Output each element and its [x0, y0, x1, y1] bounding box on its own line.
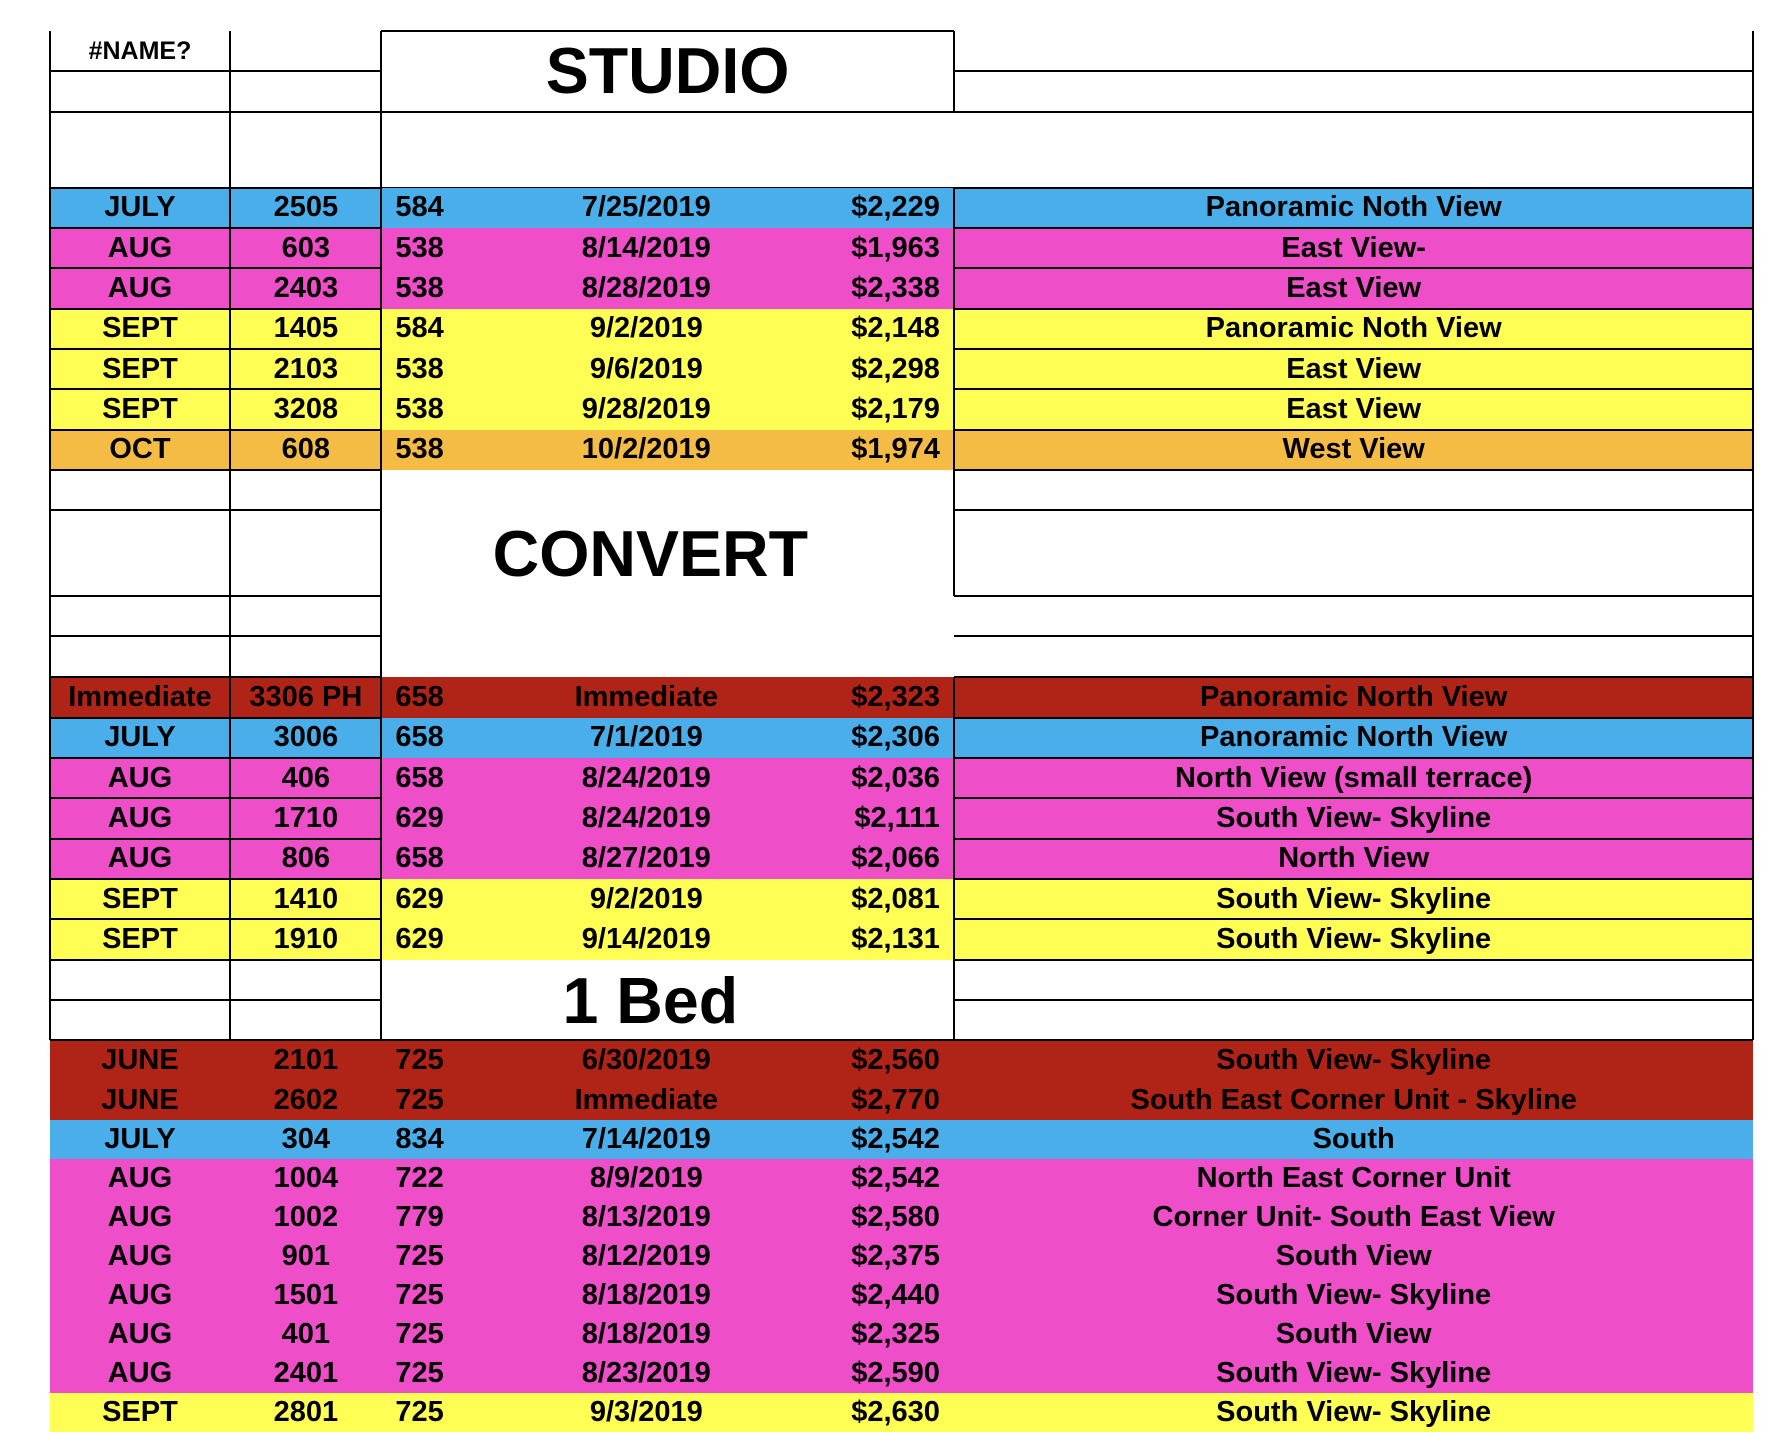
price-cell[interactable]: $2,066	[851, 842, 940, 875]
grid-line	[954, 838, 1754, 840]
month-cell[interactable]: JUNE	[101, 1083, 179, 1116]
section-title-convert: CONVERT	[492, 517, 808, 590]
unit-cell[interactable]: 608	[281, 433, 331, 466]
month-cell[interactable]: AUG	[107, 1239, 173, 1272]
date-cell[interactable]: 8/18/2019	[581, 1317, 711, 1350]
view-cell[interactable]: South East Corner Unit - Skyline	[1130, 1083, 1577, 1116]
date-cell[interactable]: 7/25/2019	[581, 191, 711, 224]
grid-line	[381, 30, 954, 32]
price-cell[interactable]: $2,542	[851, 1161, 940, 1194]
unit-cell[interactable]: 3208	[273, 393, 339, 426]
view-cell[interactable]: Corner Unit- South East View	[1152, 1200, 1555, 1233]
sqft-cell[interactable]: 722	[395, 1161, 444, 1194]
month-cell[interactable]: SEPT	[102, 352, 178, 385]
grid-line	[229, 470, 231, 677]
grid-line	[954, 267, 1754, 269]
sqft-cell[interactable]: 725	[395, 1239, 444, 1272]
grid-line	[50, 717, 382, 719]
unit-cell[interactable]: 2103	[273, 352, 339, 385]
grid-line	[50, 388, 382, 390]
date-cell[interactable]: 6/30/2019	[581, 1044, 711, 1077]
grid-line	[954, 187, 1754, 189]
date-cell[interactable]: 8/12/2019	[581, 1239, 711, 1272]
view-cell[interactable]: Panoramic North View	[1200, 681, 1508, 714]
unit-cell[interactable]: 1405	[273, 312, 339, 345]
unit-cell[interactable]: 2403	[273, 272, 339, 305]
grid-line	[380, 677, 382, 959]
sqft-cell[interactable]: 725	[395, 1083, 444, 1116]
grid-line	[50, 797, 382, 799]
month-cell[interactable]: AUG	[107, 1161, 173, 1194]
grid-line	[50, 227, 382, 229]
unit-cell[interactable]: 1002	[273, 1200, 339, 1233]
month-cell[interactable]: AUG	[107, 231, 173, 264]
grid-line	[49, 960, 51, 1041]
price-cell[interactable]: $2,306	[851, 721, 940, 754]
grid-line	[954, 959, 1754, 961]
view-cell[interactable]: South View	[1275, 1317, 1432, 1350]
month-cell[interactable]: JUNE	[101, 1044, 179, 1077]
grid-line	[50, 348, 382, 350]
sqft-cell[interactable]: 725	[395, 1278, 444, 1311]
grid-line	[954, 429, 1754, 431]
price-cell[interactable]: $2,630	[851, 1395, 940, 1428]
unit-cell[interactable]: 806	[281, 842, 331, 875]
month-cell[interactable]: AUG	[107, 272, 173, 305]
month-cell[interactable]: AUG	[107, 1200, 173, 1233]
unit-cell[interactable]: 1004	[273, 1161, 339, 1194]
grid-line	[49, 31, 51, 188]
price-cell[interactable]: $2,338	[851, 272, 940, 305]
price-cell[interactable]: $2,542	[851, 1122, 940, 1155]
grid-line	[954, 757, 1754, 759]
grid-line	[954, 388, 1754, 390]
unit-cell[interactable]: 406	[281, 761, 331, 794]
unit-cell[interactable]: 603	[281, 231, 331, 264]
grid-line	[380, 31, 382, 188]
price-cell[interactable]: $2,580	[851, 1200, 940, 1233]
grid-line	[953, 960, 955, 1041]
grid-line	[954, 227, 1754, 229]
grid-line	[49, 470, 51, 677]
error-cell[interactable]: #NAME?	[88, 36, 192, 65]
unit-cell[interactable]: 2602	[273, 1083, 339, 1116]
view-cell[interactable]: South View- Skyline	[1216, 1278, 1492, 1311]
view-cell[interactable]: North East Corner Unit	[1196, 1161, 1511, 1194]
sqft-cell[interactable]: 538	[395, 433, 444, 466]
month-cell[interactable]: JULY	[104, 721, 176, 754]
unit-cell[interactable]: 1501	[273, 1278, 339, 1311]
sqft-cell[interactable]: 629	[395, 882, 444, 915]
price-cell[interactable]: $2,148	[851, 312, 940, 345]
grid-line	[50, 595, 382, 597]
view-cell[interactable]: North View	[1278, 842, 1430, 875]
grid-line	[954, 999, 1754, 1001]
price-cell[interactable]: $1,974	[851, 433, 940, 466]
grid-line	[50, 267, 382, 269]
price-cell[interactable]: $2,298	[851, 352, 940, 385]
sqft-cell[interactable]: 658	[395, 761, 444, 794]
grid-line	[953, 188, 955, 470]
date-cell[interactable]: 9/14/2019	[581, 923, 711, 955]
price-cell[interactable]: $1,963	[851, 231, 940, 264]
view-cell[interactable]: North View (small terrace)	[1175, 761, 1533, 794]
date-cell[interactable]: 8/24/2019	[581, 761, 711, 794]
grid-line	[1752, 470, 1754, 677]
month-cell[interactable]: AUG	[107, 1278, 173, 1311]
month-cell[interactable]: JULY	[104, 191, 176, 224]
month-cell[interactable]: AUG	[107, 761, 173, 794]
grid-line	[50, 676, 382, 678]
grid-line	[50, 111, 1754, 113]
unit-cell[interactable]: 401	[281, 1317, 331, 1350]
price-cell[interactable]: $2,590	[851, 1356, 940, 1389]
month-cell[interactable]: AUG	[107, 842, 173, 875]
view-cell[interactable]: South	[1312, 1122, 1395, 1155]
view-cell[interactable]: Panoramic Noth View	[1205, 312, 1502, 345]
price-cell[interactable]: $2,323	[851, 681, 940, 714]
price-cell[interactable]: $2,229	[851, 191, 940, 224]
date-cell[interactable]: 10/2/2019	[581, 433, 711, 466]
grid-line	[50, 918, 382, 920]
grid-line	[954, 70, 1754, 72]
grid-line	[50, 70, 382, 72]
date-cell[interactable]: 9/2/2019	[589, 312, 703, 345]
sqft-cell[interactable]: 629	[395, 923, 444, 955]
grid-line	[229, 188, 231, 470]
date-cell[interactable]: 8/24/2019	[581, 802, 711, 835]
grid-line	[380, 188, 382, 470]
unit-cell[interactable]: 1710	[273, 802, 339, 835]
grid-line	[49, 188, 51, 470]
grid-line	[954, 509, 1754, 511]
view-cell[interactable]: South View- Skyline	[1216, 802, 1492, 835]
sqft-cell[interactable]: 725	[395, 1395, 444, 1428]
grid-line	[229, 31, 231, 188]
grid-line	[50, 469, 382, 471]
grid-line	[1752, 31, 1754, 188]
date-cell[interactable]: 9/2/2019	[589, 882, 703, 915]
sqft-cell[interactable]: 725	[395, 1356, 444, 1389]
price-cell[interactable]: $2,770	[851, 1083, 940, 1116]
grid-line	[953, 470, 955, 596]
sqft-cell[interactable]: 629	[395, 802, 444, 835]
grid-line	[50, 878, 382, 880]
month-cell[interactable]: SEPT	[102, 393, 178, 426]
grid-line	[954, 308, 1754, 310]
unit-cell[interactable]: 1910	[273, 923, 339, 955]
unit-cell[interactable]: 2505	[273, 191, 339, 224]
date-cell[interactable]: 9/6/2019	[589, 352, 703, 385]
month-cell[interactable]: OCT	[109, 433, 171, 466]
sqft-cell[interactable]: 658	[395, 842, 444, 875]
grid-line	[954, 595, 1754, 597]
grid-line	[49, 677, 51, 959]
grid-line	[1752, 960, 1754, 1041]
date-cell[interactable]: 8/13/2019	[581, 1200, 711, 1233]
grid-line	[50, 757, 382, 759]
view-cell[interactable]: Panoramic Noth View	[1205, 191, 1502, 224]
date-cell[interactable]: Immediate	[574, 681, 719, 714]
date-cell[interactable]: 8/27/2019	[581, 842, 711, 875]
date-cell[interactable]: 7/1/2019	[589, 721, 703, 754]
view-cell[interactable]: South View- Skyline	[1216, 1356, 1492, 1389]
grid-line	[954, 797, 1754, 799]
sqft-cell[interactable]: 538	[395, 272, 444, 305]
date-cell[interactable]: 8/14/2019	[581, 231, 711, 264]
date-cell[interactable]: 8/9/2019	[589, 1161, 703, 1194]
grid-line	[50, 308, 382, 310]
unit-cell[interactable]: 2101	[273, 1044, 339, 1077]
unit-cell[interactable]: 3006	[273, 721, 339, 754]
month-cell[interactable]: AUG	[107, 1356, 173, 1389]
grid-line	[50, 509, 382, 511]
view-cell[interactable]: East View	[1286, 393, 1422, 426]
price-cell[interactable]: $2,440	[851, 1278, 940, 1311]
view-cell[interactable]: South View	[1275, 1239, 1432, 1272]
grid-line	[50, 838, 382, 840]
month-cell[interactable]: SEPT	[102, 923, 178, 955]
month-cell[interactable]: Immediate	[68, 681, 212, 714]
grid-line	[954, 348, 1754, 350]
sqft-cell[interactable]: 725	[395, 1044, 444, 1077]
view-cell[interactable]: South View- Skyline	[1216, 1395, 1492, 1428]
sqft-cell[interactable]: 584	[395, 191, 444, 224]
grid-line	[229, 677, 231, 959]
sqft-cell[interactable]: 538	[395, 352, 444, 385]
date-cell[interactable]: 8/23/2019	[581, 1356, 711, 1389]
grid-line	[50, 999, 382, 1001]
view-cell[interactable]: East View-	[1281, 231, 1426, 264]
grid-line	[954, 918, 1754, 920]
price-cell[interactable]: $2,081	[851, 882, 940, 915]
price-cell[interactable]: $2,375	[851, 1239, 940, 1272]
unit-cell[interactable]: 2401	[273, 1356, 339, 1389]
month-cell[interactable]: AUG	[107, 1317, 173, 1350]
section-title-one-bed: 1 Bed	[562, 964, 739, 1037]
sqft-cell[interactable]: 779	[395, 1200, 444, 1233]
grid-line	[380, 960, 382, 1041]
view-cell[interactable]: East View	[1286, 272, 1422, 305]
sqft-cell[interactable]: 834	[395, 1122, 444, 1155]
sqft-cell[interactable]: 538	[395, 393, 444, 426]
grid-line	[50, 187, 382, 189]
sqft-cell[interactable]: 658	[395, 681, 444, 714]
price-cell[interactable]: $2,131	[851, 923, 940, 955]
price-cell[interactable]: $2,179	[851, 393, 940, 426]
month-cell[interactable]: SEPT	[102, 312, 178, 345]
view-cell[interactable]: West View	[1282, 433, 1425, 466]
month-cell[interactable]: SEPT	[102, 1395, 178, 1428]
view-cell[interactable]: South View- Skyline	[1216, 923, 1492, 955]
price-cell[interactable]: $2,560	[851, 1044, 940, 1077]
sqft-cell[interactable]: 725	[395, 1317, 444, 1350]
unit-cell[interactable]: 1410	[273, 882, 339, 915]
unit-cell[interactable]: 901	[281, 1239, 331, 1272]
date-cell[interactable]: 9/28/2019	[581, 393, 711, 426]
month-cell[interactable]: SEPT	[102, 882, 178, 915]
section-title-studio: STUDIO	[545, 35, 790, 108]
month-cell[interactable]: JULY	[104, 1122, 176, 1155]
grid-line	[229, 960, 231, 1041]
grid-line	[954, 635, 1754, 637]
grid-line	[50, 429, 382, 431]
view-cell[interactable]: Panoramic North View	[1200, 721, 1508, 754]
price-cell[interactable]: $2,036	[851, 761, 940, 794]
grid-line	[1752, 677, 1754, 959]
month-cell[interactable]: AUG	[107, 802, 173, 835]
price-cell[interactable]: $2,111	[854, 802, 940, 835]
view-cell[interactable]: South View- Skyline	[1216, 1044, 1492, 1077]
grid-line	[953, 677, 955, 959]
grid-line	[1752, 188, 1754, 470]
grid-line	[50, 959, 382, 961]
date-cell[interactable]: 8/28/2019	[581, 272, 711, 305]
view-cell[interactable]: East View	[1286, 352, 1422, 385]
date-cell[interactable]: 9/3/2019	[589, 1395, 703, 1428]
grid-line	[954, 878, 1754, 880]
grid-line	[954, 717, 1754, 719]
grid-line	[954, 676, 1754, 678]
date-cell[interactable]: Immediate	[574, 1083, 719, 1116]
sqft-cell[interactable]: 538	[395, 231, 444, 264]
date-cell[interactable]: 7/14/2019	[581, 1122, 711, 1155]
unit-cell[interactable]: 2801	[273, 1395, 339, 1428]
price-cell[interactable]: $2,325	[851, 1317, 940, 1350]
date-cell[interactable]: 8/18/2019	[581, 1278, 711, 1311]
sqft-cell[interactable]: 584	[395, 312, 444, 345]
grid-line	[954, 469, 1754, 471]
grid-line	[50, 635, 382, 637]
view-cell[interactable]: South View- Skyline	[1216, 882, 1492, 915]
unit-cell[interactable]: 3306 PH	[249, 681, 363, 714]
sqft-cell[interactable]: 658	[395, 721, 444, 754]
grid-line	[380, 470, 382, 677]
unit-cell[interactable]: 304	[281, 1122, 331, 1155]
